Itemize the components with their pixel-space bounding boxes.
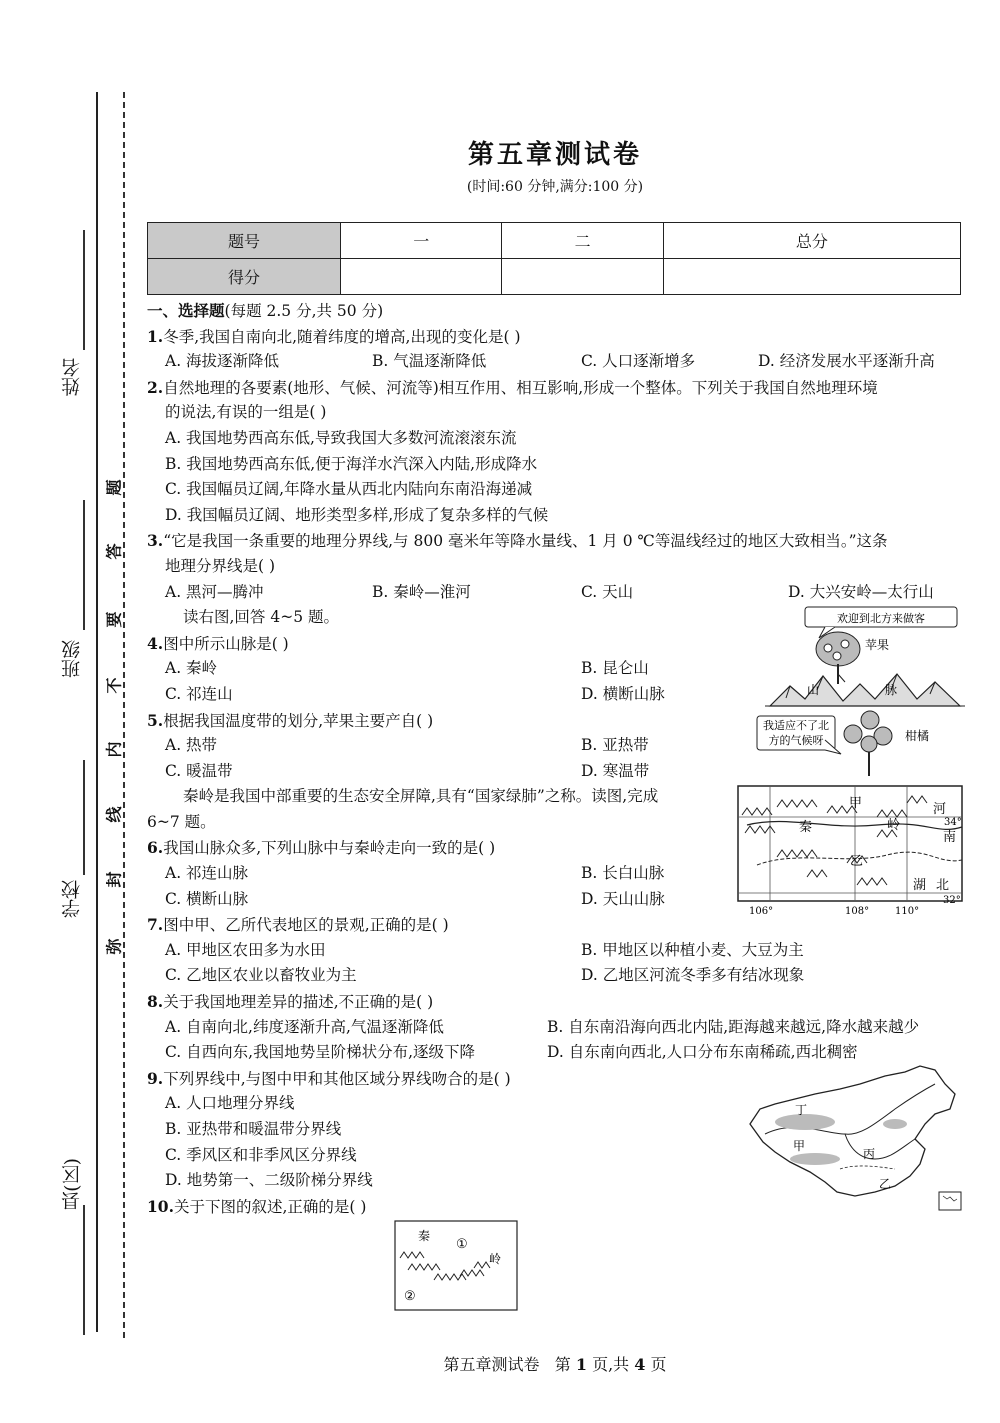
section-heading <box>147 298 967 324</box>
county-blank-line <box>83 1205 85 1335</box>
figure-china-map <box>745 1064 965 1214</box>
seal-char: 内 <box>104 741 124 758</box>
option-d[interactable]: D. 我国幅员辽阔、地形类型多样,形成了复杂多样的气候 <box>165 505 549 524</box>
label-jia: 甲 <box>849 796 863 811</box>
name-blank-line <box>83 230 85 350</box>
option-b[interactable]: B. 自东南沿海向西北内陆,距海越来越远,降水越来越少 <box>547 1017 920 1036</box>
question-number: 3. <box>147 531 164 551</box>
bubble-south-line1: 我适应不了北 <box>763 719 829 732</box>
label-yi: 乙 <box>850 854 864 869</box>
label-jia: 甲 <box>793 1139 806 1153</box>
score-table-row <box>148 223 961 259</box>
option-a[interactable]: A. 自南向北,纬度逐渐升高,气温逐渐降低 <box>165 1017 444 1036</box>
label-ling: 岭 <box>489 1252 502 1266</box>
footer-page-mid: 页,共 <box>587 1355 635 1374</box>
option-d[interactable]: D. 经济发展水平逐渐升高 <box>758 352 935 371</box>
mountain-label-shan: 山 <box>807 683 820 697</box>
question-text: 图中所示山脉是( ) <box>163 634 289 653</box>
binding-dashed-line <box>123 92 125 1338</box>
lon-108-label: 108° <box>845 906 870 917</box>
lon-110-label: 110° <box>895 906 920 917</box>
county-label: 县(区) <box>61 1158 83 1211</box>
option-d[interactable]: D. 寒温带 <box>581 761 650 780</box>
question-text: 关于下图的叙述,正确的是( ) <box>173 1197 367 1216</box>
option-a[interactable]: A. 我国地势西高东低,导致我国大多数河流滚滚东流 <box>165 428 517 447</box>
score-table-cell: 总分 <box>663 223 960 259</box>
question-text: 下列界线中,与图中甲和其他区域分界线吻合的是( ) <box>163 1069 511 1088</box>
score-table <box>147 222 961 295</box>
seal-char: 要 <box>104 611 124 628</box>
page-title: 第五章测试卷 <box>467 140 642 170</box>
apple-label: 苹果 <box>865 638 890 652</box>
score-input-cell[interactable] <box>663 259 960 295</box>
mountain-range-icon <box>765 674 965 706</box>
question-stem <box>147 375 967 401</box>
label-yi: 乙 <box>879 1177 892 1191</box>
option-a[interactable]: A. 甲地区农田多为水田 <box>165 940 326 959</box>
bubble-south-line2: 方的气候呀 <box>768 734 824 747</box>
option-b[interactable]: B. 亚热带 <box>581 736 649 755</box>
reading-instruction-cont: 6~7 题。 <box>147 812 216 831</box>
mountain-label-mai: 脉 <box>885 683 898 697</box>
lat-34-label: 34° <box>944 817 962 828</box>
page-subtitle: (时间:60 分钟,满分:100 分) <box>466 179 644 195</box>
option-d[interactable]: D. 天山山脉 <box>581 889 665 908</box>
option-b[interactable]: B. 昆仑山 <box>581 659 649 678</box>
option-row <box>147 349 967 375</box>
label-circle-2: ② <box>404 1289 416 1304</box>
school-blank-line <box>83 760 85 875</box>
figure-apple-orange <box>765 604 965 784</box>
orange-tree-icon <box>844 711 892 776</box>
question-number: 10. <box>147 1196 174 1216</box>
figure-qinling-small <box>394 1220 518 1312</box>
china-outline <box>750 1066 955 1196</box>
option-c[interactable]: C. 自西向东,我国地势呈阶梯状分布,逐级下降 <box>165 1043 476 1062</box>
reading-instruction: 读右图,回答 4~5 题。 <box>183 608 339 627</box>
option-b[interactable]: B. 秦岭—淮河 <box>372 582 471 601</box>
option-row <box>147 580 967 606</box>
option-row <box>147 1040 967 1066</box>
question-text: 根据我国温度带的划分,苹果主要产自( ) <box>163 711 434 730</box>
question-stem <box>147 528 967 554</box>
question-number: 6. <box>147 838 164 858</box>
orange-label: 柑橘 <box>905 729 930 743</box>
option-d[interactable]: D. 大兴安岭—太行山 <box>788 582 934 601</box>
score-table-cell: 得分 <box>148 259 341 295</box>
question-text: 图中甲、乙所代表地区的景观,正确的是( ) <box>163 916 449 935</box>
label-circle-1: ① <box>456 1237 468 1252</box>
question-text-cont: 地理分界线是( ) <box>165 556 276 575</box>
name-label: 姓名 <box>61 358 83 396</box>
bubble-north-text: 欢迎到北方来做客 <box>837 612 925 625</box>
option-d[interactable]: D. 自东南向西北,人口分布东南稀疏,西北稠密 <box>547 1043 858 1062</box>
label-hu: 湖 <box>913 878 927 893</box>
option-a[interactable]: A. 秦岭 <box>165 659 218 678</box>
option-row <box>147 938 967 964</box>
south-sea-inset <box>939 1192 961 1210</box>
question-stem <box>147 324 967 350</box>
lat-32-label: 32° <box>943 895 961 906</box>
label-nan: 南 <box>943 830 957 845</box>
question-text: 我国山脉众多,下列山脉中与秦岭走向一致的是( ) <box>163 839 496 858</box>
option-b[interactable]: B. 气温逐渐降低 <box>372 352 487 371</box>
label-ling: 岭 <box>887 818 901 833</box>
question-text-cont: 的说法,有误的一组是( ) <box>165 403 327 422</box>
option-a[interactable]: A. 祁连山脉 <box>165 864 249 883</box>
footer-page-total: 4 <box>634 1355 646 1374</box>
option-a[interactable]: A. 人口地理分界线 <box>165 1094 295 1113</box>
question-number: 4. <box>147 633 164 653</box>
option-c[interactable]: C. 乙地区农业以畜牧业为主 <box>165 966 357 985</box>
question-text: 冬季,我国自南向北,随着纬度的增高,出现的变化是( ) <box>163 327 521 346</box>
question-number: 8. <box>147 992 164 1012</box>
seal-char: 弥 <box>104 938 124 955</box>
question-text: 关于我国地理差异的描述,不正确的是( ) <box>163 993 434 1012</box>
question-number: 2. <box>147 377 164 397</box>
option-b[interactable]: B. 长白山脉 <box>581 864 665 883</box>
seal-char: 不 <box>104 677 124 694</box>
option-c[interactable]: C. 人口逐渐增多 <box>581 352 696 371</box>
seal-char: 答 <box>104 543 124 560</box>
label-qin: 秦 <box>418 1229 431 1243</box>
option-d[interactable]: D. 乙地区河流冬季多有结冰现象 <box>581 966 805 985</box>
question-text: 自然地理的各要素(地形、气候、河流等)相互作用、相互影响,形成一个整体。下列关于我国自然地理环境 <box>163 378 878 397</box>
figure-qinling-map <box>737 785 963 917</box>
option-c[interactable]: C. 天山 <box>581 582 634 601</box>
option-c[interactable]: C. 暖温带 <box>165 761 233 780</box>
label-bing: 丙 <box>863 1147 876 1161</box>
question-number: 1. <box>147 326 164 346</box>
question-stem <box>147 989 967 1015</box>
question-text: “它是我国一条重要的地理分界线,与 800 毫米年等降水量线、1 月 0 ℃等温线经过的地区大致相当。”这条 <box>163 532 888 551</box>
seal-char: 线 <box>104 806 124 823</box>
score-table-cell: 二 <box>502 223 663 259</box>
option-a[interactable]: A. 热带 <box>165 736 218 755</box>
question-number: 5. <box>147 710 164 730</box>
option-b[interactable]: B. 亚热带和暖温带分界线 <box>165 1120 342 1138</box>
label-ding: 丁 <box>795 1103 808 1117</box>
page-footer <box>0 1352 1000 1375</box>
label-bei: 北 <box>936 878 950 893</box>
label-he: 河 <box>933 802 947 817</box>
option-a[interactable]: A. 黑河—腾冲 <box>165 582 264 601</box>
footer-page-number: 1 <box>575 1355 587 1374</box>
lon-106-label: 106° <box>749 906 774 917</box>
section-note: (每题 2.5 分,共 50 分) <box>224 302 384 320</box>
question-number: 7. <box>147 915 164 935</box>
footer-title: 第五章测试卷 <box>443 1355 540 1374</box>
option-d[interactable]: D. 地势第一、二级阶梯分界线 <box>165 1171 373 1190</box>
option-c[interactable]: C. 我国幅员辽阔,年降水量从西北内陆向东南沿海递减 <box>165 480 533 499</box>
option-b[interactable]: B. 甲地区以种植小麦、大豆为主 <box>581 940 804 959</box>
option-b[interactable]: B. 我国地势西高东低,便于海洋水汽深入内陆,形成降水 <box>165 454 538 473</box>
seal-char: 题 <box>104 479 124 496</box>
score-table-row <box>148 259 961 295</box>
label-qin: 秦 <box>799 820 813 835</box>
score-input-cell[interactable] <box>502 259 663 295</box>
option-a[interactable]: A. 海拔逐渐降低 <box>165 352 280 371</box>
option-c[interactable]: C. 祁连山 <box>165 684 233 703</box>
option-c[interactable]: C. 季风区和非季风区分界线 <box>165 1145 357 1164</box>
option-c[interactable]: C. 横断山脉 <box>165 889 249 908</box>
seal-char: 封 <box>104 871 124 888</box>
option-row <box>147 963 967 989</box>
option-d[interactable]: D. 横断山脉 <box>581 684 665 703</box>
class-blank-line <box>83 500 85 630</box>
option-row <box>147 1015 967 1041</box>
school-label: 学校 <box>61 880 83 918</box>
score-input-cell[interactable] <box>341 259 502 295</box>
footer-page-prefix: 第 <box>554 1355 576 1374</box>
binding-solid-line <box>96 92 98 1332</box>
score-table-cell: 一 <box>341 223 502 259</box>
section-title: 一、选择题 <box>147 301 225 320</box>
question-number: 9. <box>147 1068 164 1088</box>
reading-instruction: 秦岭是我国中部重要的生态安全屏障,具有“国家绿肺”之称。读图,完成 <box>183 787 659 806</box>
class-label: 班级 <box>61 640 83 678</box>
score-table-cell: 题号 <box>148 223 341 259</box>
footer-page-suffix: 页 <box>645 1355 667 1374</box>
